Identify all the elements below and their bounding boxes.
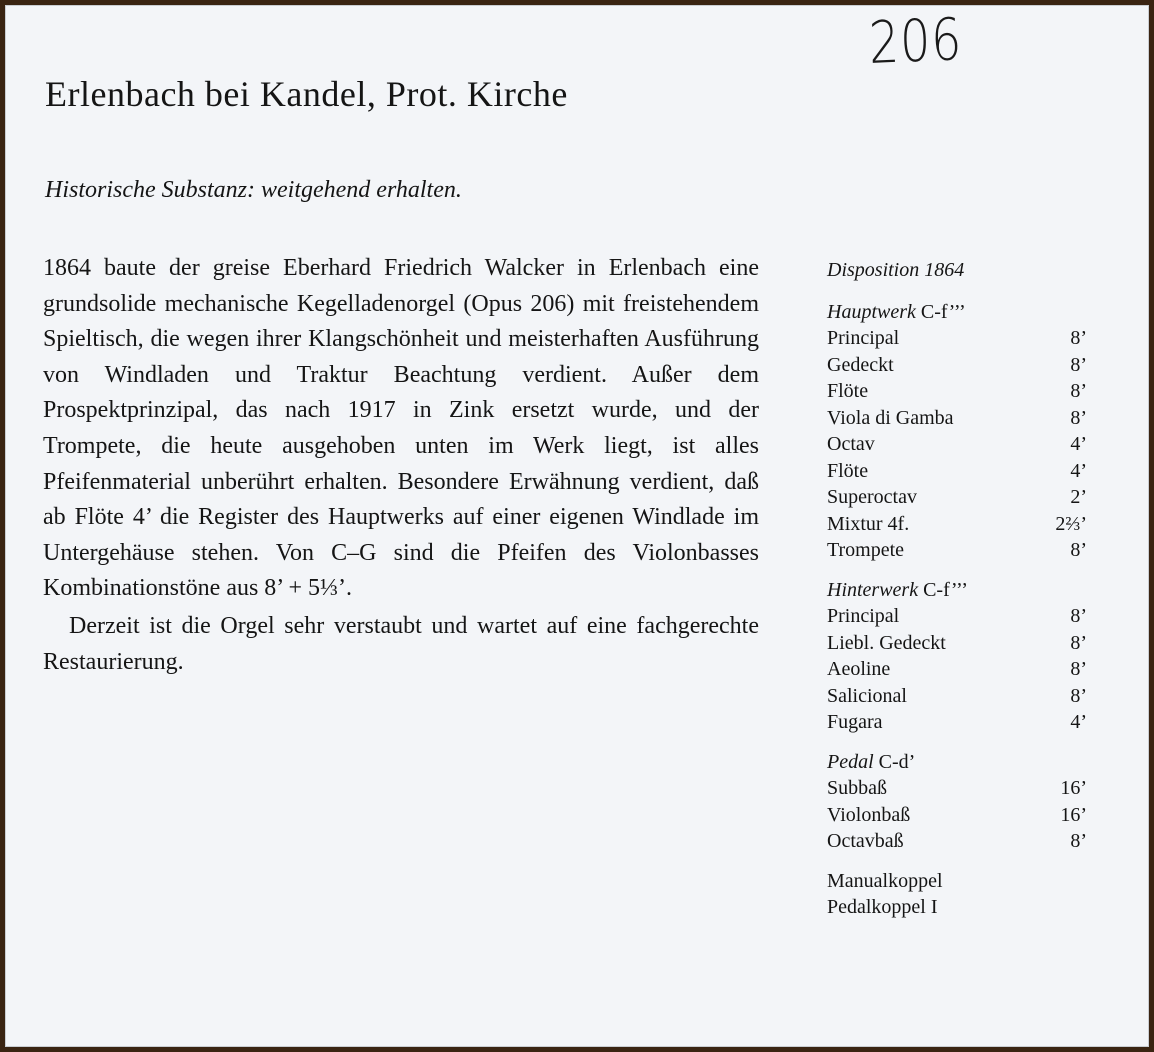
stop-size: 4’ (1070, 459, 1087, 482)
disposition-list (827, 257, 1087, 921)
stop-name: Octav (827, 433, 875, 455)
stop-size: 2’ (1070, 486, 1087, 508)
stop-name: Flöte (827, 459, 869, 482)
stop-row (827, 709, 1087, 736)
stop-row (827, 828, 1087, 855)
stop-name: Viola di Gamba (827, 406, 954, 429)
body-text (43, 251, 759, 680)
disposition-section-hauptwerk (827, 299, 1087, 564)
stop-size: 2⅔’ (1055, 512, 1087, 535)
stop-row (827, 630, 1087, 657)
stop-size: 8’ (1070, 539, 1087, 561)
disposition-sections (827, 299, 1087, 855)
stop-size: 4’ (1070, 711, 1087, 733)
stop-row (827, 603, 1087, 630)
stop-name: Liebl. Gedeckt (827, 631, 946, 654)
stop-name: Salicional (827, 684, 907, 707)
section-heading (827, 299, 1087, 326)
disposition-section-hinterwerk (827, 577, 1087, 736)
stop-row (827, 405, 1087, 432)
stop-size: 8’ (1070, 658, 1087, 680)
coupler-item: Manualkoppel (827, 869, 943, 892)
stop-name: Violonbaß (827, 803, 911, 826)
section-range: C-f’’’ (918, 578, 968, 601)
section-name: Hinterwerk (827, 578, 919, 601)
stop-size: 8’ (1070, 684, 1087, 707)
stop-name: Principal (827, 327, 900, 349)
stop-size: 8’ (1070, 406, 1087, 429)
section-heading (827, 577, 1087, 604)
stop-size: 16’ (1060, 803, 1087, 826)
section-heading (827, 749, 1087, 776)
section-range: C-f’’’ (915, 300, 966, 323)
coupler-item: Pedalkoppel I (827, 896, 938, 918)
stop-size: 8’ (1070, 327, 1087, 349)
body-paragraph: 1864 baute der greise Eberhard Friedrich Walcker in Erlenbach eine grundsolide mechanische Kegelladenorgel (Opus 206) mit freistehendem Spieltisch, die wegen ihrer Klangschönheit und meisterhaften Ausführung von Windladen und Traktur Beachtung verdient. Außer dem Prospektprinzipal, das nach 1917 in Zink ersetzt wurde, und der Trompete, die heute ausgehoben unten im Werk liegt, ist alles Pfeifenmaterial unberührt erhalten. Besondere Erwähnung verdient, daß ab Flöte 4’ die Register des Hauptwerks auf einer eigenen Windlade im Untergehäuse stehen. Von C–G sind die Pfeifen des Violonbasses Kombinationstöne aus 8’ + 5⅓’. (43, 255, 759, 602)
stop-size: 8’ (1070, 353, 1087, 376)
stop-row (827, 458, 1087, 485)
coupler-list (827, 868, 1087, 921)
stop-size: 16’ (1060, 777, 1087, 799)
stop-name: Principal (827, 605, 900, 627)
book-page (5, 5, 1149, 1047)
stop-size: 8’ (1070, 631, 1087, 654)
stop-name: Trompete (827, 539, 905, 561)
stop-row (827, 683, 1087, 710)
stop-name: Mixtur 4f. (827, 512, 910, 535)
stop-size: 8’ (1070, 605, 1087, 627)
page-title: Erlenbach bei Kandel, Prot. Kirche (45, 74, 568, 114)
stop-row (827, 484, 1087, 511)
stop-row (827, 352, 1087, 379)
stop-row (827, 511, 1087, 538)
stop-row (827, 378, 1087, 405)
disposition-section-pedal (827, 749, 1087, 855)
stop-row (827, 775, 1087, 802)
stop-row (827, 656, 1087, 683)
stop-size: 8’ (1070, 830, 1087, 852)
stop-row (827, 537, 1087, 564)
section-range: C-d’ (873, 750, 916, 773)
body-paragraph: Derzeit ist die Orgel sehr verstaubt und wartet auf eine fachgerechte Restaurierung. (43, 612, 759, 675)
stop-name: Gedeckt (827, 353, 894, 376)
stop-row (827, 431, 1087, 458)
section-name: Pedal (827, 750, 874, 773)
section-name: Hauptwerk (827, 300, 916, 323)
stop-size: 4’ (1070, 433, 1087, 455)
stop-row (827, 325, 1087, 352)
stop-name: Aeoline (827, 658, 891, 680)
disposition-title: Disposition 1864 (827, 259, 965, 281)
stop-name: Octavbaß (827, 830, 904, 852)
handwritten-page-number: 206 (868, 5, 964, 77)
stop-size: 8’ (1070, 380, 1087, 402)
stop-name: Subbaß (827, 777, 887, 799)
stop-name: Flöte (827, 380, 869, 402)
stop-name: Superoctav (827, 486, 917, 508)
page-subtitle: Historische Substanz: weitgehend erhalten. (45, 177, 462, 203)
stop-row (827, 802, 1087, 829)
stop-name: Fugara (827, 711, 883, 733)
